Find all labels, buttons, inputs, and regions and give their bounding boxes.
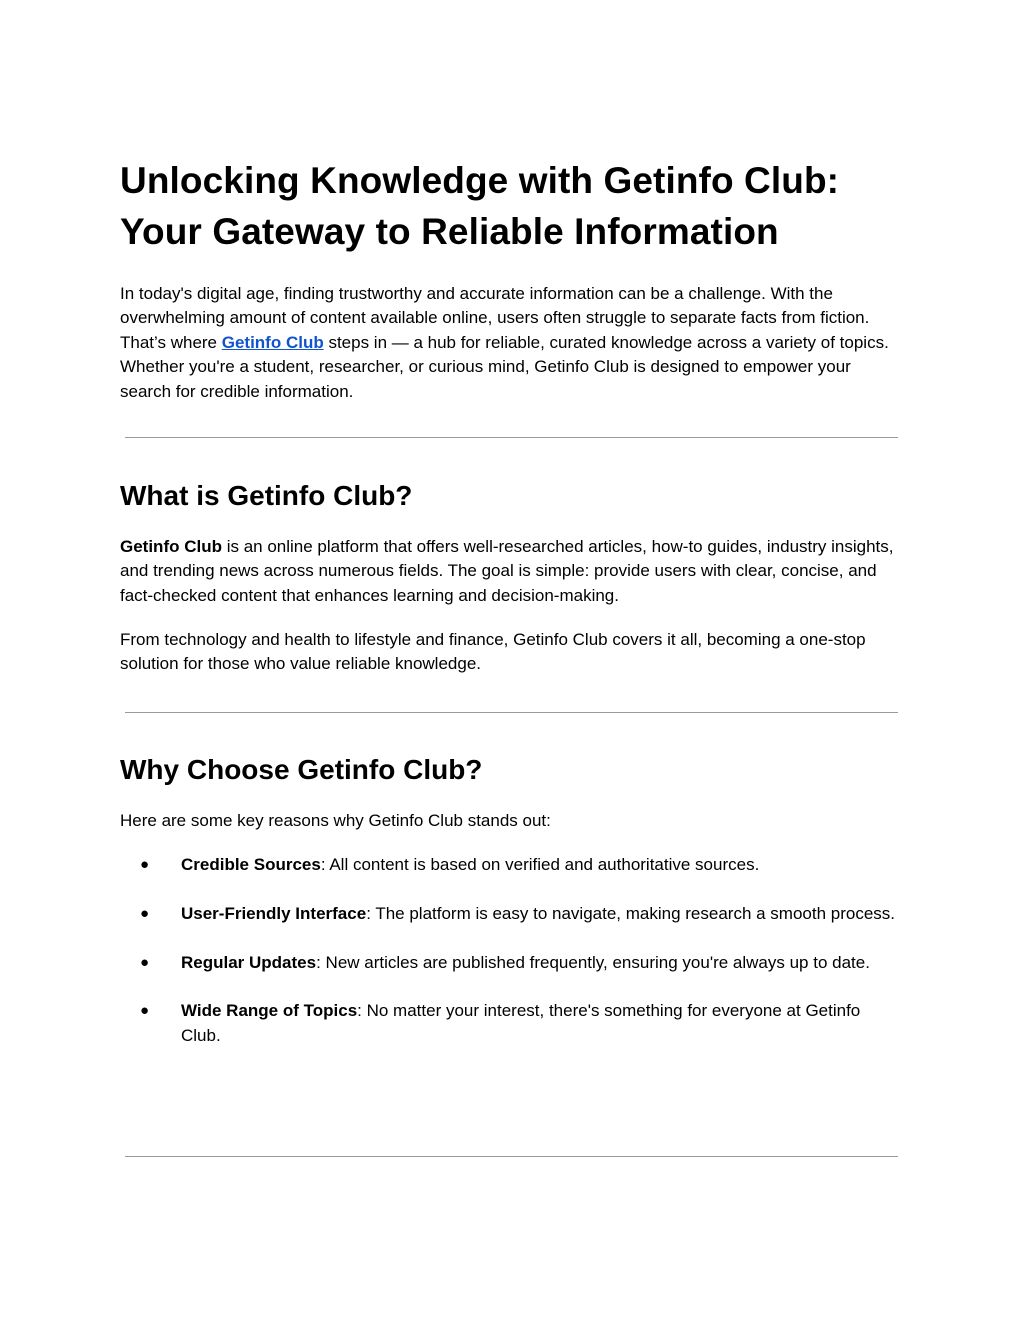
list-item [120, 999, 895, 1048]
page-title: Unlocking Knowledge with Getinfo Club: Your Gateway to Reliable Information [120, 160, 840, 252]
intro-text-after-link: steps in — a hub for reliable, curated knowledge across a variety of topics. Whether you're a student, researcher, or curious mind, Getinfo Club is designed to empower your search for credible information. [120, 332, 889, 401]
reasons-list [120, 853, 895, 1073]
what-is-paragraph-2: From technology and health to lifestyle and finance, Getinfo Club covers it all, becoming a one-stop solution for those who value reliable knowledge. [120, 630, 866, 674]
what-is-paragraph-1-block [120, 535, 895, 608]
section-divider-2 [125, 712, 898, 713]
list-item-bold: User-Friendly Interface [181, 903, 367, 923]
bullet-icon: ● [140, 953, 150, 971]
what-is-bold-name: Getinfo Club [120, 537, 222, 556]
list-item [120, 902, 895, 926]
bullet-icon: ● [140, 1002, 150, 1020]
list-item-rest: : New articles are published frequently, ensuring you're always up to date. [316, 952, 870, 972]
why-choose-lead-block [120, 809, 895, 833]
list-item-text [181, 999, 895, 1048]
getinfo-club-link[interactable]: Getinfo Club [221, 332, 324, 352]
list-item-rest: : The platform is easy to navigate, making research a smooth process. [366, 903, 896, 923]
bullet-icon: ● [140, 856, 150, 873]
section-divider-3 [125, 1156, 898, 1157]
what-is-paragraph-2-block [120, 628, 895, 677]
list-item-text [181, 951, 895, 975]
list-item-bold: Regular Updates [181, 952, 317, 972]
intro-paragraph-block [120, 282, 895, 404]
list-item-rest: : No matter your interest, there's something for everyone at Getinfo Club. [181, 1001, 861, 1045]
what-is-paragraph-1 [120, 535, 895, 608]
intro-paragraph [120, 282, 895, 404]
list-item-text [181, 853, 895, 877]
intro-text-before-link: In today's digital age, finding trustworthy and accurate information can be a challenge. With the overwhelming amount of content available online, users often struggle to separate facts from fiction. That’s where [120, 284, 870, 352]
list-item-bold: Wide Range of Topics [181, 1001, 358, 1021]
bullet-icon: ● [140, 904, 150, 922]
list-item [120, 951, 895, 975]
section-divider-1 [125, 437, 898, 438]
list-item-bold: Credible Sources [181, 855, 321, 874]
why-choose-lead: Here are some key reasons why Getinfo Club stands out: [120, 811, 551, 830]
list-item-rest: : All content is based on verified and authoritative sources. [320, 855, 760, 874]
section-heading-what-is: What is Getinfo Club? [120, 480, 413, 511]
section-heading-why-choose: Why Choose Getinfo Club? [120, 754, 483, 785]
list-item-text [181, 902, 895, 926]
what-is-paragraph-1-text: is an online platform that offers well-researched articles, how-to guides, industry insights, and trending news across numerous fields. The goal is simple: provide users with clear, concise, and fact-checked content that enhances learning and decision-making. [120, 537, 894, 605]
list-item [120, 853, 895, 877]
